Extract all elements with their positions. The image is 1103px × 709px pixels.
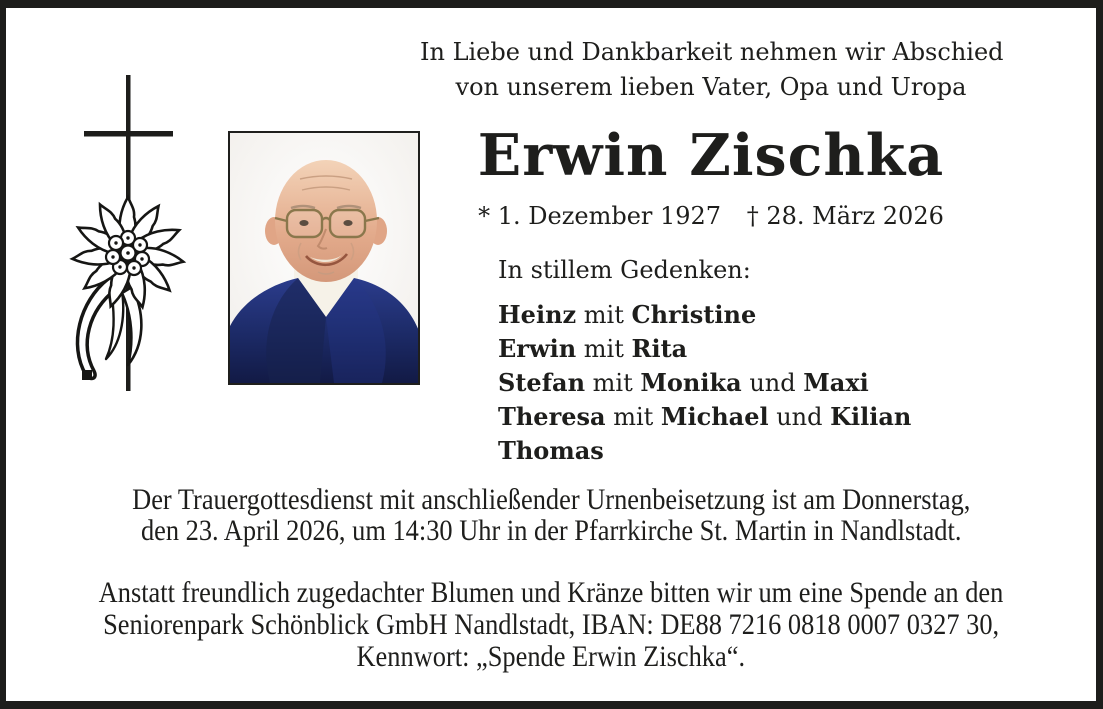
service-line-1: Der Trauergottesdienst mit anschließender Urnenbeisetzung ist am Donnerstag, bbox=[131, 483, 971, 516]
service-announcement bbox=[6, 484, 1096, 546]
connector: mit bbox=[576, 301, 632, 329]
donation-line-3: Kennwort: „Spende Erwin Zischka“. bbox=[356, 640, 746, 673]
memorial-intro: In stillem Gedenken: bbox=[498, 256, 751, 284]
mourner-line bbox=[498, 332, 911, 366]
connector: mit bbox=[605, 403, 661, 431]
life-dates bbox=[420, 201, 1002, 231]
mourner-line bbox=[498, 400, 911, 434]
mourner-name: Rita bbox=[631, 334, 688, 363]
mourner-line bbox=[498, 434, 911, 468]
mourner-name: Theresa bbox=[498, 402, 606, 431]
donation-line-1: Anstatt freundlich zugedachter Blumen und Kränze bitten wir um eine Spende an den bbox=[98, 576, 1004, 609]
mourner-name: Kilian bbox=[830, 402, 912, 431]
donation-line-2: Seniorenpark Schönblick GmbH Nandlstadt, IBAN: DE88 7216 0818 0007 0327 30, bbox=[102, 608, 1000, 641]
service-line-2: den 23. April 2026, um 14:30 Uhr in der Pfarrkirche St. Martin in Nandlstadt. bbox=[140, 514, 962, 547]
connector: mit bbox=[576, 335, 632, 363]
donation-request bbox=[6, 577, 1096, 673]
connector: und bbox=[768, 403, 831, 431]
portrait-illustration bbox=[230, 133, 418, 383]
mourner-name: Stefan bbox=[498, 368, 586, 397]
mourner-line bbox=[498, 366, 911, 400]
death-date: † 28. März 2026 bbox=[746, 202, 944, 230]
tribute-line-2: von unserem lieben Vater, Opa und Uropa bbox=[455, 73, 967, 101]
header-block bbox=[420, 35, 1002, 231]
mourner-line bbox=[498, 298, 911, 332]
mourner-name: Monika bbox=[640, 368, 742, 397]
cross-and-edelweiss-art bbox=[58, 61, 198, 397]
mourner-name: Michael bbox=[660, 402, 769, 431]
mourner-name: Erwin bbox=[498, 334, 577, 363]
tribute-line-1: In Liebe und Dankbarkeit nehmen wir Abschied bbox=[420, 38, 1004, 66]
memorial-block bbox=[498, 255, 911, 468]
connector: mit bbox=[585, 369, 641, 397]
mourner-name: Maxi bbox=[803, 368, 869, 397]
birth-date: * 1. Dezember 1927 bbox=[478, 202, 722, 230]
mourner-name: Heinz bbox=[498, 300, 577, 329]
connector: und bbox=[741, 369, 804, 397]
mourner-name: Christine bbox=[631, 300, 757, 329]
mourner-name: Thomas bbox=[498, 436, 604, 465]
portrait-photo bbox=[228, 131, 420, 385]
deceased-name: Erwin Zischka bbox=[477, 122, 945, 189]
